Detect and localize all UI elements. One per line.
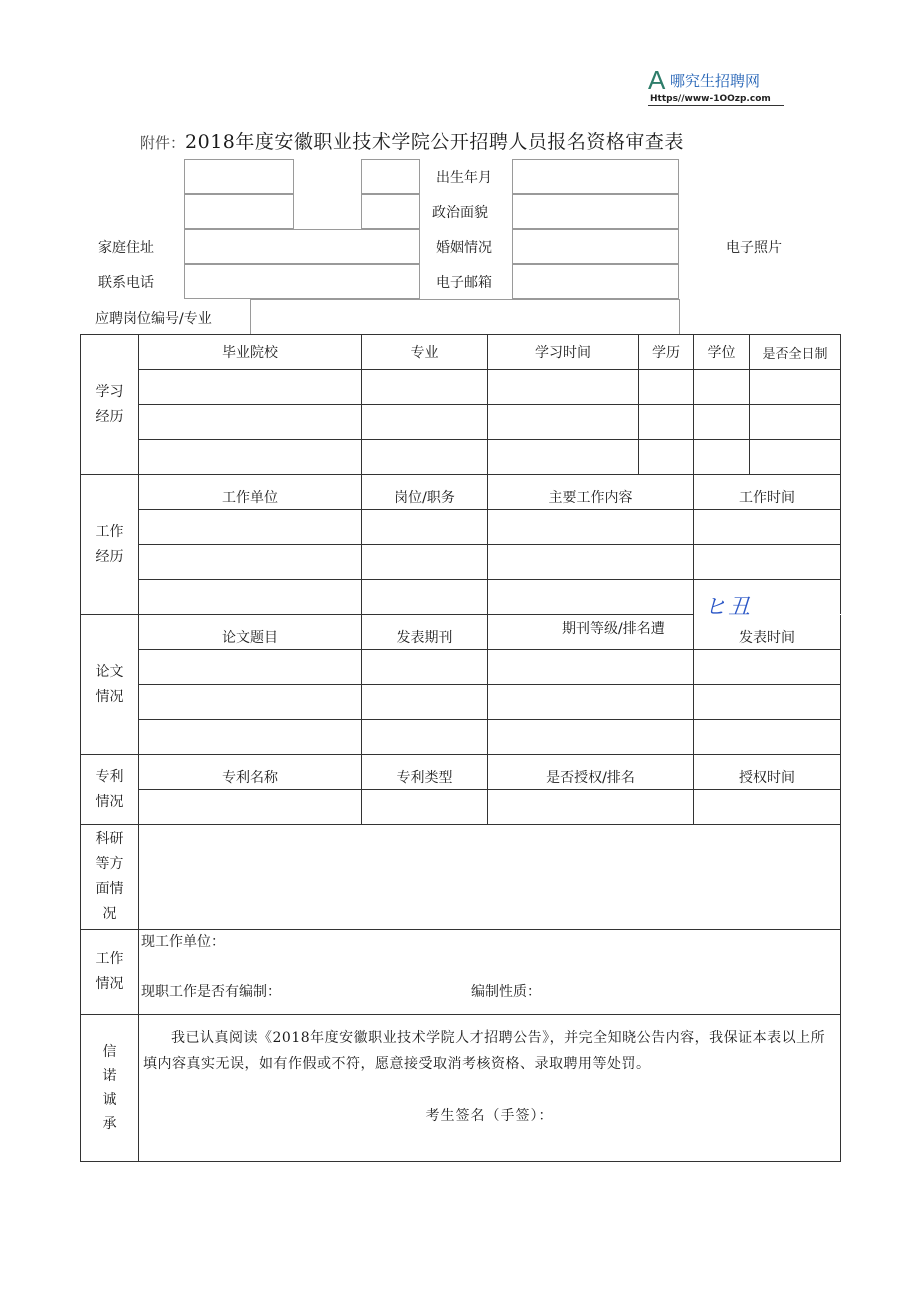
pledge-text: 我已认真阅读《2018年度安徽职业技术学院人才招聘公告》，并完全知晓公告内容，我保证本表以上所填内容真实无误，如有作假或不符，愿意接受取消考核资格、录取聘用等处罚。	[143, 1030, 826, 1072]
study-header-fulltime: 是否全日制	[750, 335, 841, 370]
table-row	[81, 720, 841, 755]
address-field[interactable]	[184, 229, 420, 264]
name-field[interactable]	[184, 159, 294, 194]
quota-type-label: 编制性质：	[471, 984, 541, 1000]
paper-header-title: 论文题目	[139, 615, 362, 650]
logo-name: 哪究生招聘网	[670, 72, 761, 90]
page-title	[140, 128, 840, 157]
patent-header-time: 授权时间	[694, 755, 841, 790]
politics-field[interactable]	[512, 194, 679, 229]
phone-label: 联系电话	[98, 275, 154, 291]
table-row	[81, 370, 841, 405]
study-header-education: 学历	[639, 335, 694, 370]
pledge-row	[81, 1015, 841, 1162]
table-row	[81, 790, 841, 825]
logo-url: Https//www-1OOzp.com	[650, 94, 771, 104]
study-header-school: 毕业院校	[139, 335, 362, 370]
paper-header-journal: 发表期刊	[362, 615, 488, 650]
work-section-label: 工作 经历	[81, 475, 139, 615]
work-header-unit: 工作单位	[139, 475, 362, 510]
patent-header-granted: 是否授权/排名	[488, 755, 694, 790]
study-header-period: 学习时间	[488, 335, 639, 370]
quota-label: 现职工作是否有编制：	[141, 984, 281, 1000]
study-header-row	[81, 335, 841, 370]
politics-label: 政治面貌	[432, 205, 488, 221]
patent-section-label: 专利 情况	[81, 755, 139, 825]
patent-header-row	[81, 755, 841, 790]
birth-label: 出生年月	[436, 170, 492, 186]
logo-underline	[648, 105, 784, 106]
patent-header-type: 专利类型	[362, 755, 488, 790]
work-header-post: 岗位/职务	[362, 475, 488, 510]
table-row	[81, 405, 841, 440]
email-field[interactable]	[512, 264, 679, 299]
pledge-section-label: 信 诺 诚 承	[81, 1015, 139, 1162]
work-header-content: 主要工作内容	[488, 475, 694, 510]
photo-label: 电子照片	[726, 240, 782, 256]
logo-mark: A	[648, 65, 666, 95]
job-section-label: 工作 情况	[81, 930, 139, 1015]
signature-label: 考生签名（手签）：	[425, 1108, 554, 1124]
table-row	[81, 650, 841, 685]
application-table	[80, 334, 841, 1162]
current-unit-label: 现工作单位：	[141, 934, 225, 950]
email-label: 电子邮箱	[436, 275, 492, 291]
study-header-major: 专业	[362, 335, 488, 370]
work-header-row	[81, 475, 841, 510]
gender-field[interactable]	[361, 159, 420, 194]
paper-header-time: 发表时间	[694, 615, 841, 650]
job-content[interactable]	[139, 930, 841, 1015]
address-label: 家庭住址	[98, 240, 154, 256]
position-label: 应聘岗位编号/专业	[95, 311, 212, 327]
handwritten-mark: ヒ丑	[704, 595, 753, 620]
study-header-degree: 学位	[694, 335, 750, 370]
title-prefix: 附件：	[140, 134, 186, 152]
table-row	[81, 545, 841, 580]
hometown-field[interactable]	[361, 194, 420, 229]
marriage-field[interactable]	[512, 229, 679, 264]
title-main: 2018年度安徽职业技术学院公开招聘人员报名资格审查表	[185, 131, 684, 153]
study-section-label: 学习 经历	[81, 335, 139, 475]
paper-header-rank: 期刊等级/排名遭	[562, 621, 665, 637]
research-content[interactable]	[139, 825, 841, 930]
phone-field[interactable]	[184, 264, 420, 299]
table-row	[81, 510, 841, 545]
table-row	[81, 685, 841, 720]
birth-field[interactable]	[512, 159, 679, 194]
research-section-label: 科研 等方 面情 况	[81, 825, 139, 930]
paper-section-label: 论文 情况	[81, 615, 139, 755]
marriage-label: 婚姻情况	[436, 240, 492, 256]
work-header-time: 工作时间	[694, 475, 841, 510]
table-row	[81, 440, 841, 475]
pledge-content	[139, 1015, 841, 1162]
job-row	[81, 930, 841, 1015]
patent-header-name: 专利名称	[139, 755, 362, 790]
site-logo	[648, 66, 784, 108]
ethnicity-field[interactable]	[184, 194, 294, 229]
position-field[interactable]	[250, 299, 680, 335]
research-row	[81, 825, 841, 930]
